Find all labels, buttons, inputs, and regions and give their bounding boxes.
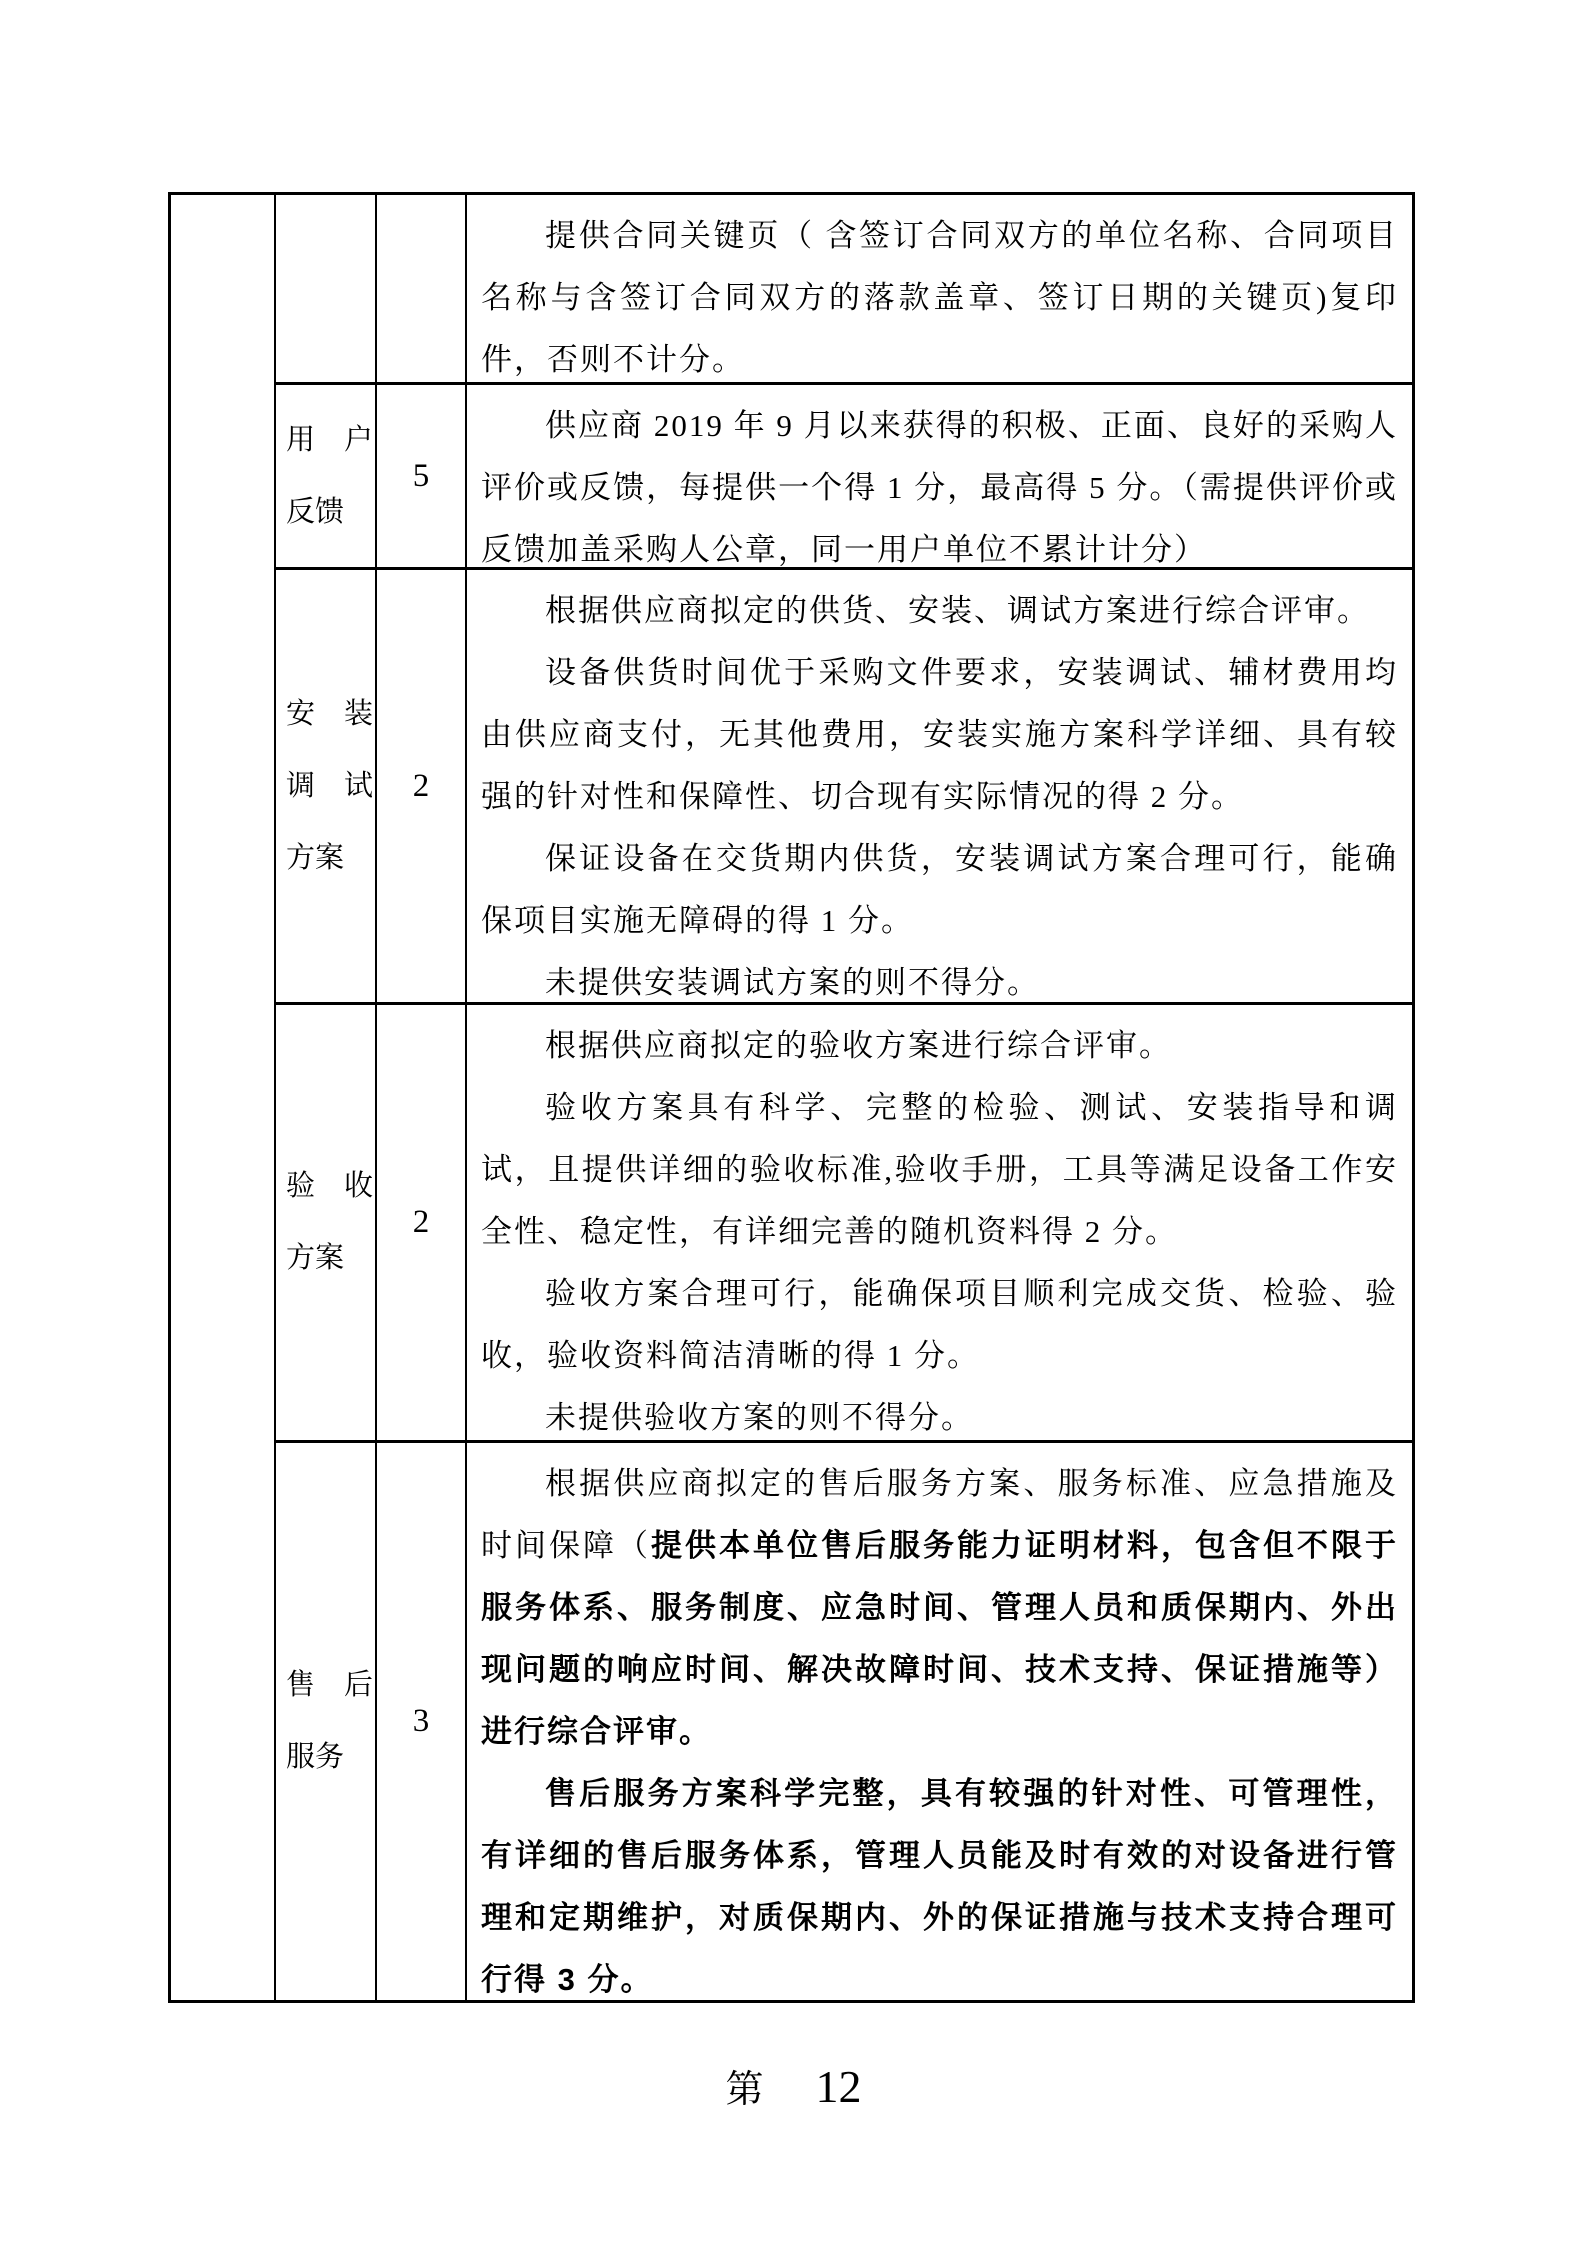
- page-footer: [0, 2058, 1587, 2113]
- criterion-name-line: 方案: [286, 842, 345, 875]
- page-footer-prefix: 第: [725, 2069, 764, 2111]
- criterion-name-line: 反馈: [286, 496, 345, 529]
- description-text: 根据供应商拟定的供货、安装、调试方案进行综合评审。: [545, 593, 1370, 629]
- description-paragraph: [481, 1387, 1398, 1440]
- description-paragraph: [481, 828, 1398, 952]
- criterion-name-line: 安 装: [286, 698, 374, 731]
- table-merged-column: [171, 195, 276, 2000]
- criterion-name-cell: [276, 385, 377, 568]
- criterion-name-line: 售 后: [286, 1669, 374, 1702]
- description-text: 提供合同关键页（ 含签订合同双方的单位名称、合同项目名称与含签订合同双方的落款盖章、签订日期的关键页)复印件，否则不计分。: [481, 218, 1398, 377]
- criterion-name-cell: [276, 1005, 377, 1440]
- description-paragraph: [481, 1077, 1398, 1263]
- table-row: [276, 382, 1412, 568]
- description-text: 未提供验收方案的则不得分。: [545, 1399, 974, 1435]
- criterion-name-line: 方案: [286, 1242, 345, 1275]
- description-paragraph: [481, 395, 1398, 568]
- table-row: [276, 1440, 1412, 2000]
- table-row: [276, 1002, 1412, 1440]
- criterion-name-line: 调 试: [286, 770, 374, 803]
- description-paragraph: [481, 205, 1398, 382]
- criterion-description-cell: [467, 570, 1412, 1001]
- criterion-name-line: 验 收: [286, 1170, 374, 1203]
- table-row: [276, 195, 1412, 382]
- description-text: 供应商 2019 年 9 月以来获得的积极、正面、良好的采购人评价或反馈，每提供一个得 1 分，最高得 5 分。（需提供评价或反馈加盖采购人公章，同一用户单位不累计计分）: [481, 407, 1398, 567]
- description-paragraph: [481, 642, 1398, 828]
- criterion-description-cell: [467, 1443, 1412, 2000]
- description-text: 根据供应商拟定的验收方案进行综合评审。: [545, 1027, 1172, 1063]
- criterion-description-cell: [467, 385, 1412, 568]
- score-cell: 3: [377, 1443, 467, 2000]
- description-text-bold: 提供本单位售后服务能力证明材料，包含但不限于服务体系、服务制度、应急时间、管理人员和质保期内、外出现问题的响应时间、解决故障时间、技术支持、保证措施等）进行综合评审。: [481, 1527, 1398, 1749]
- description-paragraph: [481, 1453, 1398, 1763]
- table-row: [276, 567, 1412, 1001]
- evaluation-table: [168, 192, 1415, 2003]
- criterion-name-cell: [276, 570, 377, 1001]
- score-cell: 2: [377, 570, 467, 1001]
- description-text: 根据供应商拟定的售后服务方案、服务标准、应急措施及时间保障（: [481, 1465, 1398, 1563]
- score-cell: 5: [377, 385, 467, 568]
- description-text: 验收方案合理可行，能确保项目顺利完成交货、检验、验收，验收资料简洁清晰的得 1 分。: [481, 1275, 1398, 1373]
- score-cell: 2: [377, 1005, 467, 1440]
- criterion-name-cell: [276, 195, 377, 382]
- criterion-name-line: 服务: [286, 1741, 345, 1774]
- description-paragraph: [481, 1763, 1398, 2000]
- criterion-name-line: 用 户: [286, 424, 374, 457]
- description-text: 未提供安装调试方案的则不得分。: [545, 965, 1040, 1001]
- description-paragraph: [481, 580, 1398, 642]
- description-text: 验收方案具有科学、完整的检验、测试、安装指导和调试，且提供详细的验收标准,验收手册，工具等满足设备工作安全性、稳定性，有详细完善的随机资料得 2 分。: [481, 1089, 1398, 1249]
- table-rows: [276, 195, 1412, 2000]
- score-cell: [377, 195, 467, 382]
- page-number: 12: [815, 2061, 862, 2112]
- description-text: 设备供货时间优于采购文件要求，安装调试、辅材费用均由供应商支付，无其他费用，安装实施方案科学详细、具有较强的针对性和保障性、切合现有实际情况的得 2 分。: [481, 655, 1398, 815]
- criterion-name-cell: [276, 1443, 377, 2000]
- description-text-bold: 售后服务方案科学完整，具有较强的针对性、可管理性，有详细的售后服务体系，管理人员能及时有效的对设备进行管理和定期维护，对质保期内、外的保证措施与技术支持合理可行得 3 分。: [481, 1775, 1398, 1997]
- criterion-description-cell: [467, 1005, 1412, 1440]
- description-paragraph: [481, 1263, 1398, 1387]
- description-text: 保证设备在交货期内供货，安装调试方案合理可行，能确保项目实施无障碍的得 1 分。: [481, 841, 1398, 939]
- description-paragraph: [481, 952, 1398, 1001]
- criterion-description-cell: [467, 195, 1412, 382]
- description-paragraph: [481, 1015, 1398, 1077]
